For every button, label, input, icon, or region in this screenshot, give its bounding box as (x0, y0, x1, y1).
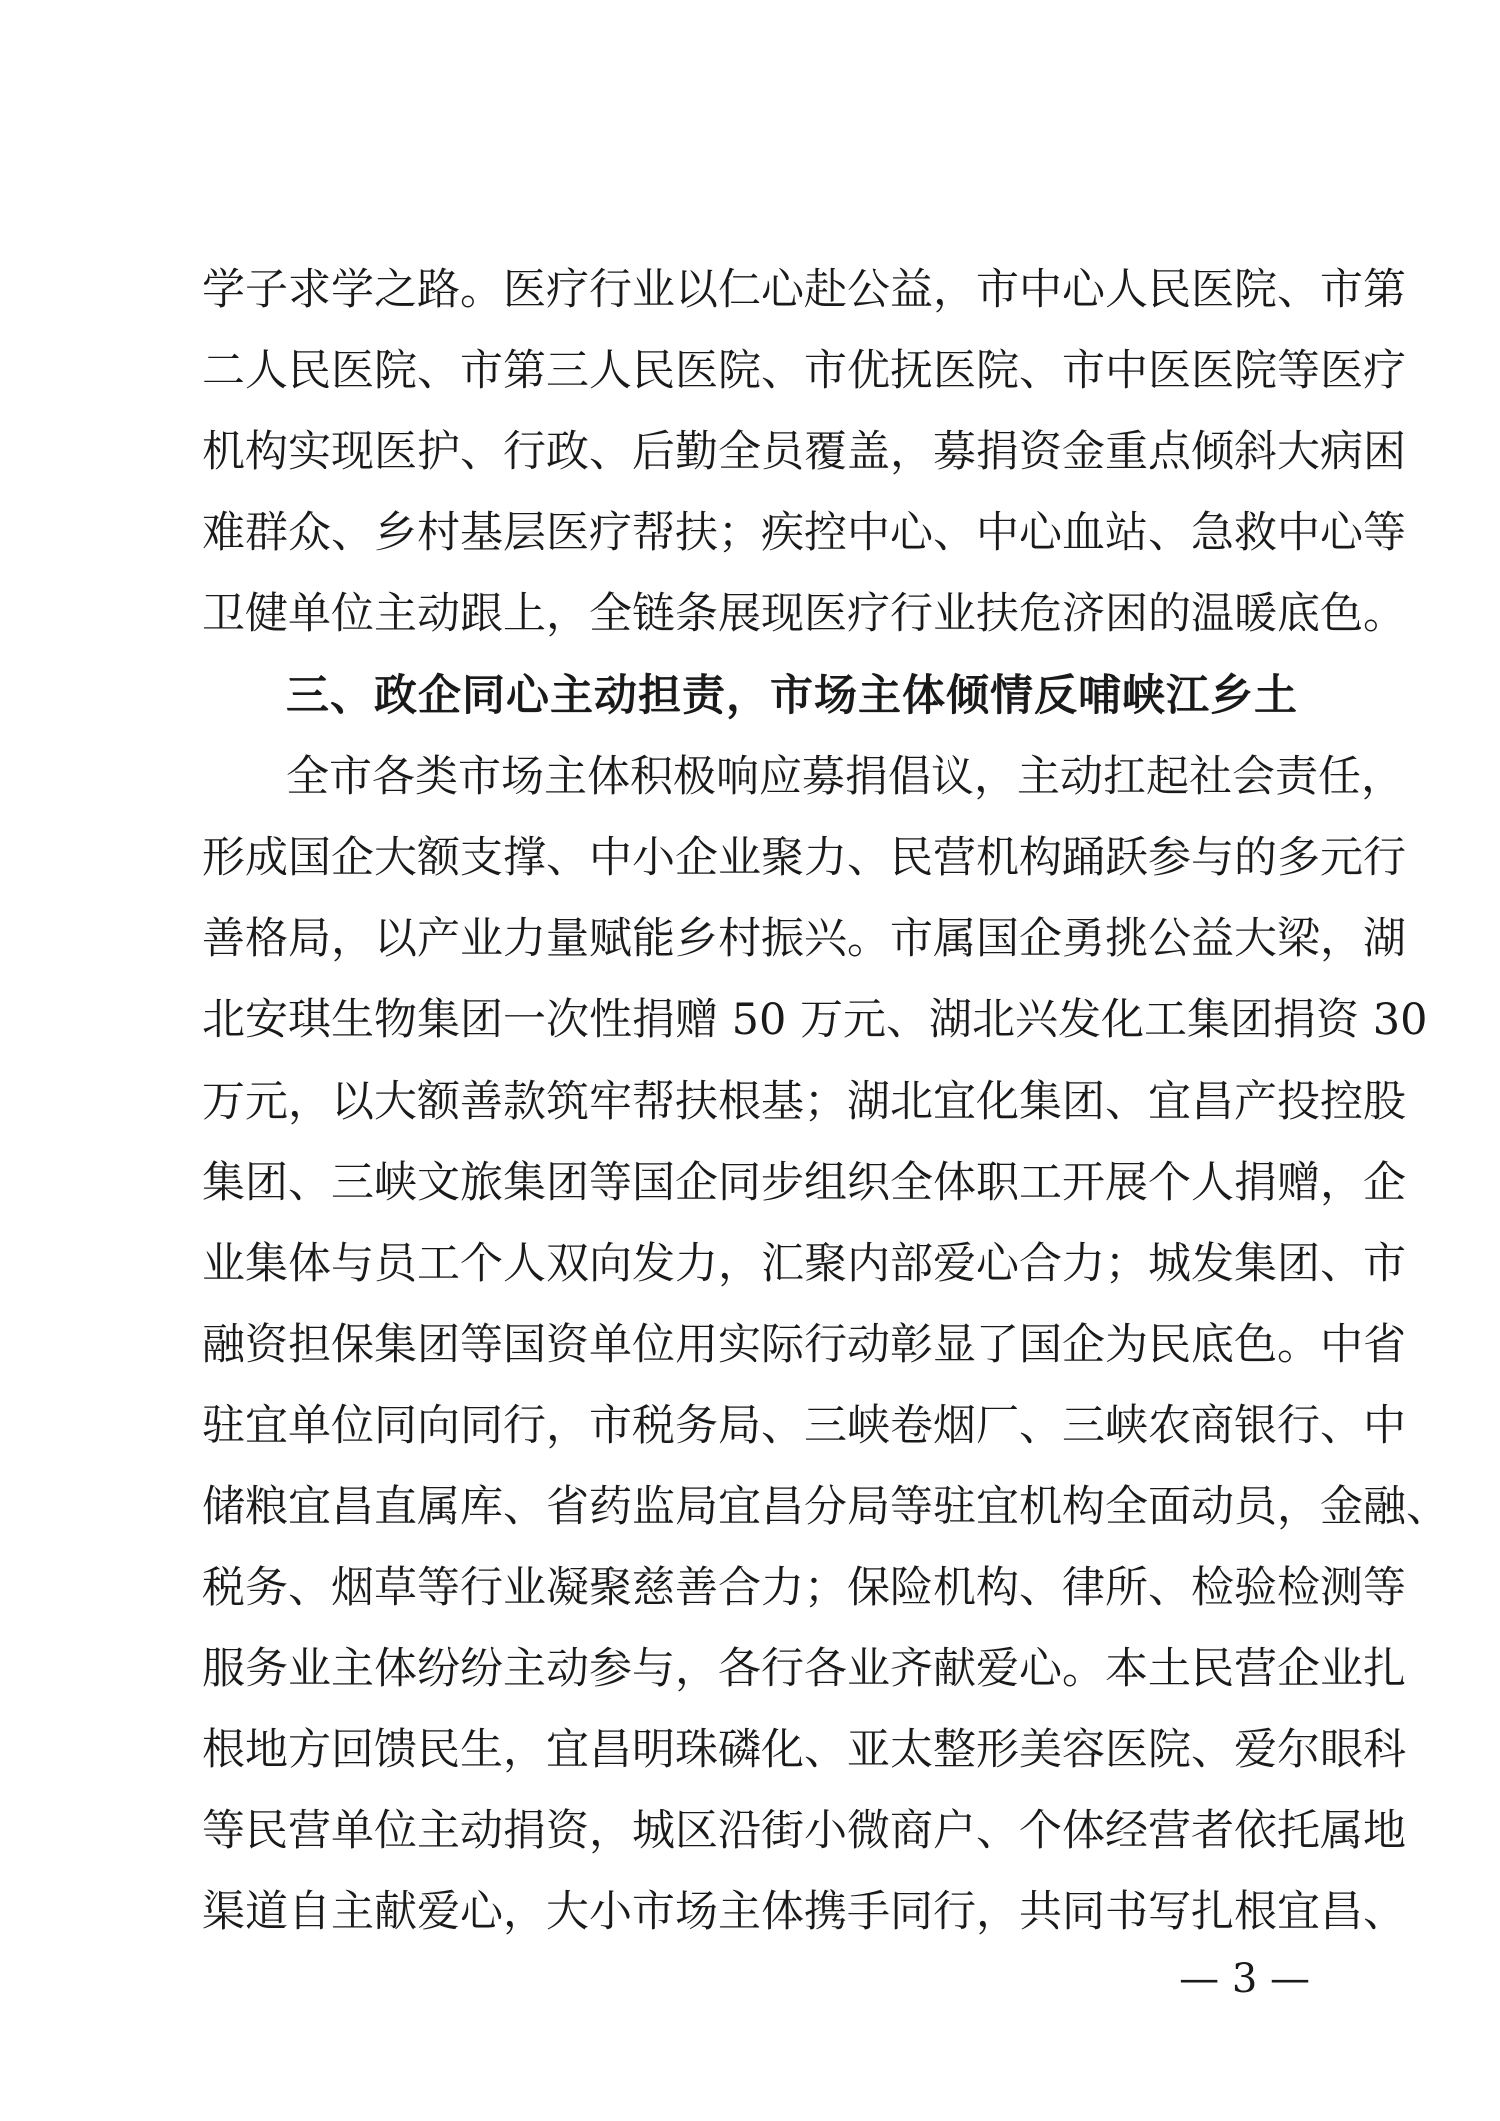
body-text-line: 渠道自主献爱心，大小市场主体携手同行，共同书写扎根宜昌、 (202, 1887, 1406, 1937)
body-text-line: 业集体与员工个人双向发力，汇聚内部爱心合力；城发集团、市 (202, 1239, 1406, 1289)
body-text-line: 等民营单位主动捐资，城区沿街小微商户、个体经营者依托属地 (202, 1806, 1406, 1856)
body-text-line: 难群众、乡村基层医疗帮扶；疾控中心、中心血站、急救中心等 (202, 508, 1406, 558)
page-number: — 3 — (1179, 1956, 1310, 2002)
body-text-line: 服务业主体纷纷主动参与，各行各业齐献爱心。本土民营企业扎 (202, 1644, 1406, 1694)
body-text-line: 机构实现医护、行政、后勤全员覆盖，募捐资金重点倾斜大病困 (202, 427, 1406, 477)
body-text-line: 根地方回馈民生，宜昌明珠磷化、亚太整形美容医院、爱尔眼科 (202, 1725, 1406, 1775)
body-text-line: 驻宜单位同向同行，市税务局、三峡卷烟厂、三峡农商银行、中 (202, 1401, 1406, 1451)
body-text-line: 善格局，以产业力量赋能乡村振兴。市属国企勇挑公益大梁，湖 (202, 914, 1406, 964)
body-text-line: 学子求学之路。医疗行业以仁心赴公益，市中心人民医院、市第 (202, 265, 1406, 315)
body-text-line: 卫健单位主动跟上，全链条展现医疗行业扶危济困的温暖底色。 (202, 589, 1406, 639)
body-text-line: 二人民医院、市第三人民医院、市优抚医院、市中医医院等医疗 (202, 346, 1406, 396)
paragraph-first-line: 全市各类市场主体积极响应募捐倡议，主动扛起社会责任， (286, 752, 1404, 802)
body-text-line: 集团、三峡文旅集团等国企同步组织全体职工开展个人捐赠，企 (202, 1158, 1406, 1208)
body-text-line: 储粮宜昌直属库、省药监局宜昌分局等驻宜机构全面动员，金融、 (202, 1482, 1449, 1532)
body-text-line: 北安琪生物集团一次性捐赠 50 万元、湖北兴发化工集团捐资 30 (202, 995, 1428, 1045)
body-text-line: 万元，以大额善款筑牢帮扶根基；湖北宜化集团、宜昌产投控股 (202, 1077, 1406, 1127)
body-text-line: 融资担保集团等国资单位用实际行动彰显了国企为民底色。中省 (202, 1320, 1406, 1370)
body-text-line: 税务、烟草等行业凝聚慈善合力；保险机构、律所、检验检测等 (202, 1563, 1406, 1613)
body-text-line: 形成国企大额支撑、中小企业聚力、民营机构踊跃参与的多元行 (202, 833, 1406, 883)
section-heading: 三、政企同心主动担责，市场主体倾情反哺峡江乡土 (286, 671, 1298, 721)
